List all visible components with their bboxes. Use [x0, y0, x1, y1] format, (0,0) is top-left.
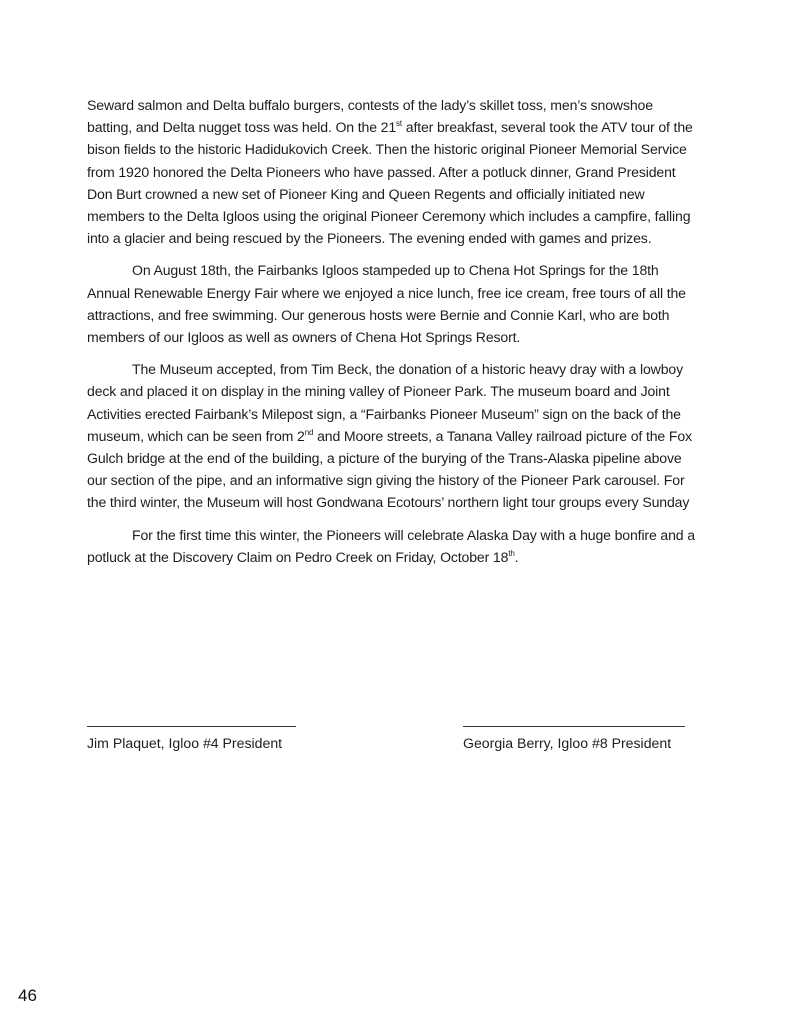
signature-line	[87, 726, 296, 727]
signature-line	[463, 726, 685, 727]
ordinal-superscript: th	[508, 548, 515, 558]
signatory-name: Jim Plaquet, Igloo #4 President	[87, 735, 283, 751]
body-text	[87, 94, 699, 578]
ordinal-superscript: nd	[304, 427, 314, 437]
page-number: 46	[18, 986, 37, 1005]
signature-block-right	[463, 726, 685, 751]
signatory-name: Georgia Berry, Igloo #8 President	[463, 735, 672, 751]
paragraph-1: Seward salmon and Delta buffalo burgers, contests of the lady’s skillet toss, men’s snowshoe batting, and Delta nugget toss was held. On the 21st after breakfast, several took the ATV tour of the bison fields to the historic Hadidukovich Creek. Then the historic original Pioneer Memorial Service from 1920 honored the Delta Pioneers who have passed. After a potluck dinner, Grand President Don Burt crowned a new set of Pioneer King and Queen Regents and officially initiated new members to the Delta Igloos using the original Pioneer Ceremony which includes a campfire, falling into a glacier and being rescued by the Pioneers. The evening ended with games and prizes.	[87, 97, 693, 247]
ordinal-superscript: st	[396, 119, 402, 129]
paragraph-3: The Museum accepted, from Tim Beck, the donation of a historic heavy dray with a lowboy deck and placed it on display in the mining valley of Pioneer Park. The museum board and Joint Activities erected Fairbank’s Milepost sign, a “Fairbanks Pioneer Museum” sign on the back of the museum, which can be seen from 2nd and Moore streets, a Tanana Valley railroad picture of the Fox Gulch bridge at the end of the building, a picture of the burying of the Trans-Alaska pipeline above our section of the pipe, and an informative sign giving the history of the Pioneer Park carousel. For the third winter, the Museum will host Gondwana Ecotours’ northern light tour groups every Sunday	[87, 361, 692, 511]
signature-block-left	[87, 726, 296, 751]
paragraph-4: For the first time this winter, the Pioneers will celebrate Alaska Day with a huge bonfire and a potluck at the Discovery Claim on Pedro Creek on Friday, October 18th.	[87, 526, 695, 565]
paragraph-2: On August 18th, the Fairbanks Igloos stampeded up to Chena Hot Springs for the 18th Annual Renewable Energy Fair where we enjoyed a nice lunch, free ice cream, free tours of all the attractions, and free swimming. Our generous hosts were Bernie and Connie Karl, who are both members of our Igloos as well as owners of Chena Hot Springs Resort.	[87, 262, 686, 346]
